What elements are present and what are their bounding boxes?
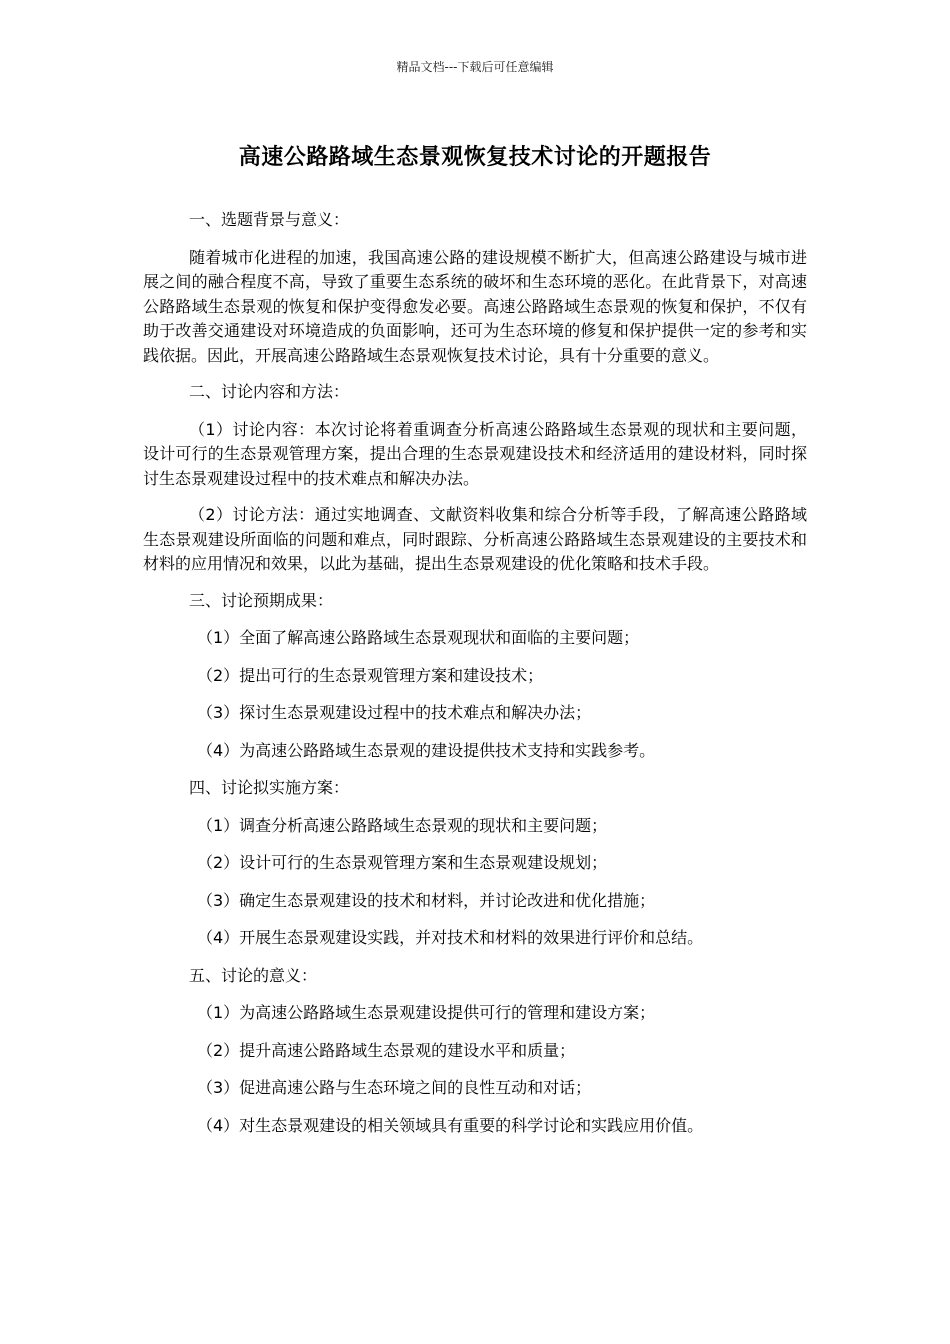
section-heading-significance: 五、讨论的意义：	[189, 965, 318, 985]
list-item: （1）全面了解高速公路路域生态景观现状和面临的主要问题；	[197, 628, 640, 647]
section-heading-content-method: 二、讨论内容和方法：	[189, 382, 350, 401]
document-title: 高速公路路域生态景观恢复技术讨论的开题报告	[238, 145, 712, 170]
list-item: （2）设计可行的生态景观管理方案和生态景观建设规划；	[197, 853, 608, 872]
list-item: （1）调查分析高速公路路域生态景观的现状和主要问题；	[197, 815, 608, 835]
background-paragraph: 随着城市化进程的加速，我国高速公路的建设规模不断扩大，但高速公路建设与城市进展之间的融合程度不高，导致了重要生态系统的破坏和生态环境的恶化。在此背景下，对高速公路路域生态景观的恢复和保护变得愈发必要。高速公路路域生态景观的恢复和保护，不仅有助于改善交通建设对环境造成的负面影响，还可为生态环境的修复和保护提供一定的参考和实践依据。因此，开展高速公路路域生态景观恢复技术讨论，具有十分重要的意义。	[143, 247, 807, 365]
list-item: （4）为高速公路路域生态景观的建设提供技术支持和实践参考。	[197, 740, 656, 760]
list-item: （2）提升高速公路路域生态景观的建设水平和质量；	[197, 1040, 576, 1060]
list-item: （4）对生态景观建设的相关领域具有重要的科学讨论和实践应用价值。	[197, 1115, 704, 1135]
list-item: （4）开展生态景观建设实践，并对技术和材料的效果进行评价和总结。	[197, 928, 704, 947]
list-item: （1）为高速公路路域生态景观建设提供可行的管理和建设方案；	[197, 1003, 656, 1022]
section-heading-implementation: 四、讨论拟实施方案：	[189, 778, 350, 797]
list-item: （2）提出可行的生态景观管理方案和建设技术；	[197, 665, 544, 685]
section-heading-background: 一、选题背景与意义：	[189, 210, 350, 229]
list-item: （3）探讨生态景观建设过程中的技术难点和解决办法；	[197, 703, 592, 722]
document-body	[143, 208, 807, 1151]
page-header: 精品文档---下载后可任意编辑	[396, 60, 554, 74]
section-heading-expected-results: 三、讨论预期成果：	[189, 590, 334, 610]
method-paragraph: （2）讨论方法：通过实地调查、文献资料收集和综合分析等手段，了解高速公路路域生态景观建设所面临的问题和难点，同时跟踪、分析高速公路路域生态景观建设的主要技术和材料的应用情况和效果，以此为基础，提出生态景观建设的优化策略和技术手段。	[143, 505, 807, 573]
content-paragraph: （1）讨论内容：本次讨论将着重调查分析高速公路路域生态景观的现状和主要问题，设计可行的生态景观管理方案，提出合理的生态景观建设技术和经济适用的建设材料，同时探讨生态景观建设过程中的技术难点和解决办法。	[143, 419, 807, 488]
list-item: （3）促进高速公路与生态环境之间的良性互动和对话；	[197, 1078, 592, 1097]
list-item: （3）确定生态景观建设的技术和材料，并讨论改进和优化措施；	[197, 890, 656, 910]
